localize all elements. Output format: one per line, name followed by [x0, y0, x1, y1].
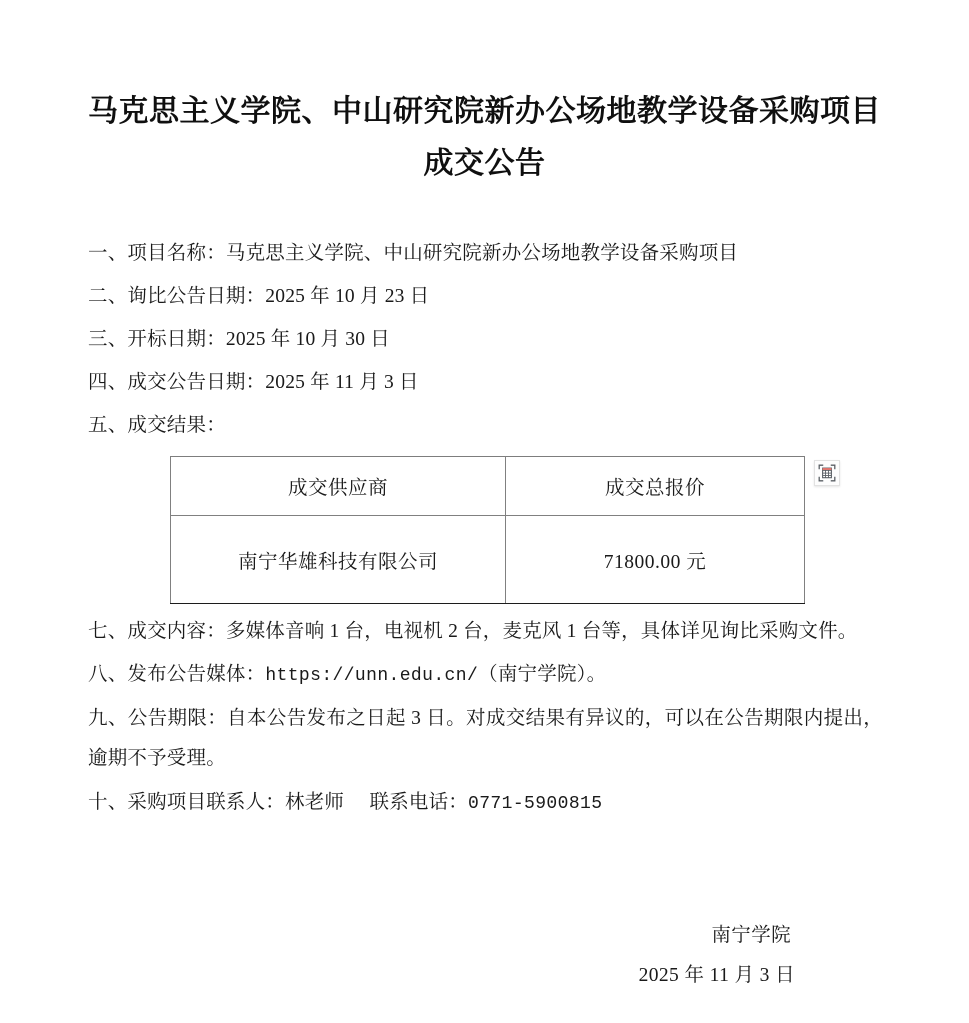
table-header-supplier: 成交供应商 [171, 457, 506, 516]
table-cell-total-price: 71800.00 元 [506, 516, 805, 604]
award-result-table [170, 456, 805, 604]
result-table-wrapper [88, 456, 883, 604]
signature-organization: 南宁学院 [711, 925, 791, 946]
page-title [0, 0, 969, 190]
section-inquiry-notice-date: 二、询比公告日期：2025 年 10 月 23 日 [88, 286, 430, 307]
table-grid-icon-button[interactable] [814, 460, 840, 486]
section-award-content: 七、成交内容：多媒体音响 1 台，电视机 2 台，麦克风 1 台等，具体详见询比采购文件。 [88, 621, 858, 642]
publication-media-suffix: （南宁学院）。 [478, 664, 607, 685]
section-bid-opening-date: 三、开标日期：2025 年 10 月 30 日 [88, 329, 390, 350]
publication-media-prefix: 八、发布公告媒体： [88, 664, 266, 685]
table-grid-icon [818, 464, 836, 482]
table-row [171, 516, 805, 604]
publication-media-url[interactable]: https://unn.edu.cn/ [265, 666, 479, 686]
contact-phone-label: 联系电话： [369, 792, 469, 813]
section-contact [88, 783, 883, 824]
contact-person-name: 林老师 [285, 792, 345, 813]
document-body [0, 234, 969, 996]
contact-person-label: 十、采购项目联系人： [88, 792, 286, 813]
section-award-notice-date: 四、成交公告日期：2025 年 11 月 3 日 [88, 372, 419, 393]
section-notice-period: 九、公告期限：自本公告发布之日起 3 日。对成交结果有异议的，可以在公告期限内提出，逾期不予受理。 [88, 708, 883, 769]
section-award-result-heading: 五、成交结果： [88, 415, 226, 436]
signature-block [88, 916, 883, 996]
title-line-2: 成交公告 [423, 147, 546, 180]
signature-date: 2025 年 11 月 3 日 [638, 965, 795, 986]
table-cell-supplier: 南宁华雄科技有限公司 [171, 516, 506, 604]
table-header-total-price: 成交总报价 [506, 457, 805, 516]
contact-spacer [344, 792, 369, 813]
section-publication-media [88, 655, 883, 696]
contact-phone-number: 0771-5900815 [468, 794, 603, 814]
table-header-row [171, 457, 805, 516]
title-line-1: 马克思主义学院、中山研究院新办公场地教学设备采购项目 [88, 95, 881, 128]
section-project-name: 一、项目名称：马克思主义学院、中山研究院新办公场地教学设备采购项目 [88, 243, 739, 264]
